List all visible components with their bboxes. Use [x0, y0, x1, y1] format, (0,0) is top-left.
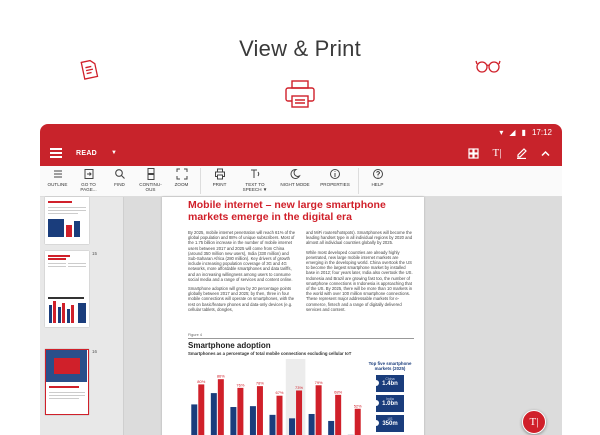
edit-icon[interactable]: [514, 146, 528, 160]
data-label: 68%: [334, 389, 343, 395]
smartphone-adoption-chart: [188, 359, 364, 435]
paragraph: By 2025, mobile internet penetration will reach 61% of the global population and 88% of unique subscribers. Most of the 1.75 billion increase in the number of mobile internet users between 2017 and 2025 will come from China (around 350 million new users), India (330 million) and Sub-Saharan Africa (280 million). Key drivers of growth include increasing population coverage of 3G and 4G networks, more affordable smartphones and data tariffs, and an increasing willingness among users to consume social media and a range of services and content online.: [188, 230, 296, 282]
chart-bar: [296, 390, 302, 435]
figure-title: Smartphone adoption: [188, 341, 271, 350]
chevron-down-icon[interactable]: ▼: [111, 150, 117, 156]
paragraph: While most developed countries are already highly penetrated, new large mobile internet markets are emerging in the developing world. China overtook the US to become the largest smartphone market by installed base in 2012; four years later, India also overtook the US. Indonesia and Brazil are growing fast too, the number of smartphone connections in Indonesia is approaching that of the US. By 2025, there will be more than 10 markets in the world with over 100 million smartphone connections. These represent major addressable markets for e-commerce, fintech and a range of digitally delivered services and content.: [306, 249, 413, 312]
thumbnail-page-number: 16: [92, 349, 98, 354]
document-title: Mobile internet – new large smartphone markets emerge in the digital era: [188, 199, 386, 223]
chart-bar: [277, 396, 283, 435]
page-thumbnail[interactable]: [45, 197, 89, 244]
zoom-icon: [176, 168, 188, 180]
app-bar: [40, 140, 562, 166]
chart-bar: [237, 388, 243, 435]
go-to-page-button[interactable]: [73, 166, 104, 192]
chart-bar: [289, 418, 295, 435]
continuous-icon: [145, 168, 157, 180]
properties-icon: [329, 168, 341, 180]
data-label: 86%: [216, 373, 225, 379]
page-thumbnail[interactable]: [45, 251, 89, 327]
continuous-button[interactable]: [135, 166, 166, 192]
mode-selector[interactable]: READ: [76, 149, 98, 157]
properties-button[interactable]: [315, 166, 355, 187]
paragraph: Smartphone adoption will grow by 20 percentage points globally between 2017 and 2025; by then, three in four mobile connections will operate on smartphones, with the rest on basic/feature phones and data-only devices (e.g. cellular tablets, dongles,: [188, 286, 295, 312]
top-five-panel: [364, 361, 416, 435]
highlight-band: [286, 359, 306, 435]
battery-icon: ▮: [521, 127, 526, 137]
flag-icon: [373, 400, 379, 406]
night-mode-button[interactable]: [275, 166, 315, 187]
thumbnails-icon[interactable]: [466, 146, 480, 160]
thumbnail-panel[interactable]: [40, 197, 124, 435]
toolbar-divider: [200, 168, 201, 194]
market-value: 350m: [382, 420, 398, 427]
document-page[interactable]: [162, 197, 424, 435]
market-box: [376, 395, 404, 412]
chart-bar: [198, 384, 204, 435]
top-five-title: Top five smartphone markets (2025): [368, 361, 412, 372]
flag-icon: [373, 380, 379, 386]
chevron-up-icon[interactable]: [538, 146, 552, 160]
tool-label: TEXT TO SPEECH ▼: [242, 182, 268, 192]
night-mode-icon: [289, 168, 301, 180]
find-button[interactable]: [104, 166, 135, 187]
market-box: [376, 375, 404, 392]
market-value: 1.0bn: [382, 400, 398, 407]
zoom-button[interactable]: [166, 166, 197, 187]
find-icon: [114, 168, 126, 180]
page-thumbnail[interactable]: [45, 349, 89, 415]
data-label: 67%: [275, 390, 284, 396]
paragraph: and MiFi routers/hotspots). Smartphones will become the leading handset type in all individual regions by 2020 and almost all individual countries globally by 2025.: [306, 230, 413, 246]
go-to-page-icon: [83, 168, 95, 180]
status-time: 17:12: [531, 127, 552, 137]
market-box: [376, 415, 404, 432]
chart-bar: [355, 409, 361, 435]
tool-label: GO TO PAGE...: [80, 182, 97, 192]
text-column-left: [188, 230, 296, 316]
tool-label: CONTINU- OUS: [139, 182, 162, 192]
printer-icon: [282, 78, 318, 110]
tool-label: HELP: [371, 182, 384, 187]
chart-bar: [250, 406, 256, 435]
chart-bar: [309, 414, 315, 435]
data-label: 79%: [314, 379, 323, 385]
figure-subtitle: Smartphones as a percentage of total mobile connections excluding cellular IoT: [188, 351, 352, 356]
print-button[interactable]: [204, 166, 235, 187]
text-to-speech-button[interactable]: [235, 166, 275, 192]
figure-label: Figure 4: [188, 333, 202, 337]
figure-rule: [188, 338, 414, 339]
status-bar: [40, 124, 562, 140]
text-column-right: [306, 230, 414, 316]
tool-label: NIGHT MODE: [280, 182, 310, 187]
tool-label: PROPERTIES: [320, 182, 350, 187]
tool-label: ZOOM: [174, 182, 189, 187]
text-to-speech-icon: [249, 168, 261, 180]
tool-label: OUTLINE: [47, 182, 68, 187]
chart-bar: [218, 379, 224, 435]
flag-icon: [373, 420, 379, 426]
tool-label: PRINT: [212, 182, 227, 187]
text-mode-icon[interactable]: T|: [492, 147, 502, 159]
data-label: 73%: [295, 384, 304, 390]
document-viewer[interactable]: [40, 197, 562, 435]
market-country: China: [385, 376, 395, 381]
outline-button[interactable]: [42, 166, 73, 187]
thumbnail-page-number: 15: [92, 251, 98, 256]
outline-icon: [52, 168, 64, 180]
chart-bar: [316, 385, 322, 435]
data-label: 76%: [236, 382, 245, 388]
market-country: India: [386, 396, 394, 401]
chart-bar: [191, 404, 197, 435]
signal-icon: ◢: [509, 127, 516, 137]
tool-label: FIND: [114, 182, 125, 187]
toolbar-divider: [358, 168, 359, 194]
data-label: 78%: [255, 380, 264, 386]
chart-bar: [211, 393, 217, 435]
menu-icon[interactable]: [50, 148, 62, 158]
data-label: 52%: [353, 403, 362, 409]
text-mode-fab[interactable]: T|: [522, 410, 546, 434]
quick-toolbar: [40, 166, 562, 197]
chart-bar: [230, 407, 236, 435]
chart-bar: [257, 386, 263, 435]
chart-bar: [328, 421, 334, 435]
market-country: US: [387, 416, 393, 421]
promo-headline: View & Print: [239, 36, 361, 61]
wifi-icon: ▾: [499, 127, 504, 137]
market-value: 1.4bn: [382, 380, 398, 387]
help-icon: [372, 168, 384, 180]
help-button[interactable]: [362, 166, 393, 187]
tablet-frame: [40, 124, 562, 435]
chart-bar: [270, 415, 276, 435]
data-label: 80%: [197, 378, 206, 384]
glasses-icon: [475, 58, 501, 74]
document-icon: [78, 58, 100, 82]
print-icon: [214, 168, 226, 180]
chart-bar: [335, 395, 341, 435]
